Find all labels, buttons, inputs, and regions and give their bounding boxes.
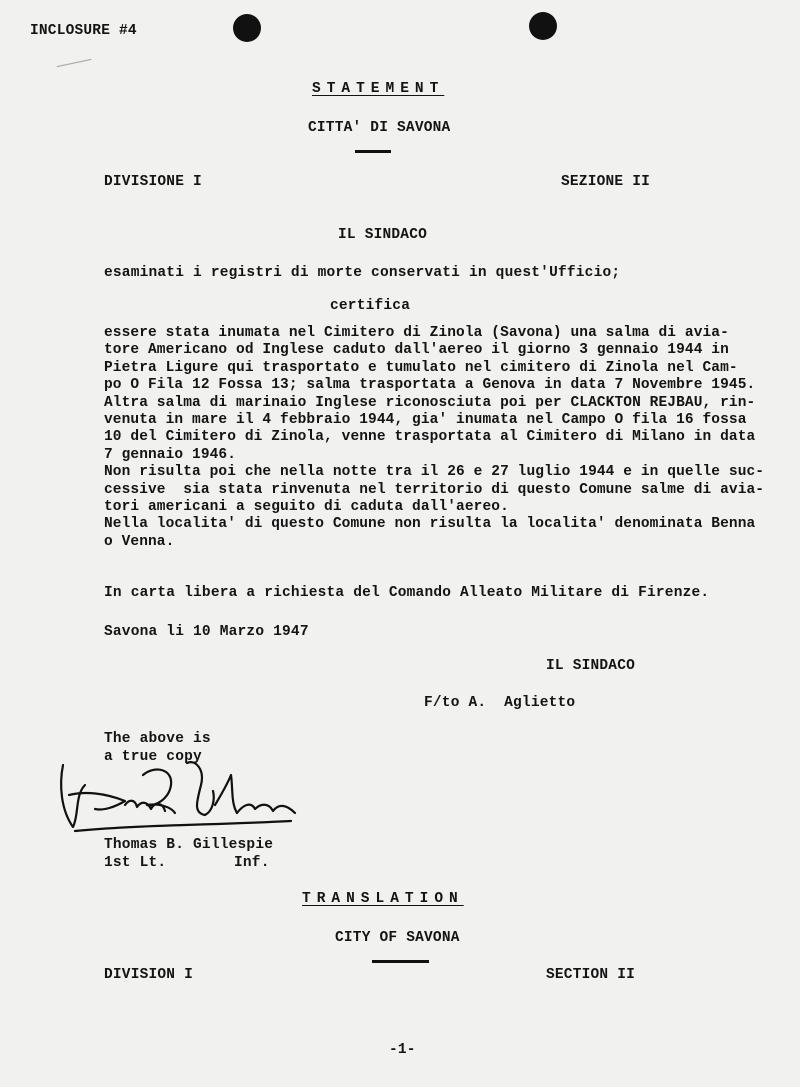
statement-title: STATEMENT	[312, 81, 445, 97]
certifier-name: Thomas B. Gillespie	[104, 837, 274, 853]
body-line: o Venna.	[104, 533, 175, 550]
date-line: Savona li 10 Marzo 1947	[104, 624, 309, 640]
punch-hole-right	[529, 12, 557, 40]
translation-title: TRANSLATION	[302, 891, 464, 907]
body-line: Altra salma di marinaio Inglese riconosciuta poi per CLACKTON REJBAU, rin-	[104, 394, 756, 411]
inclosure-label: INCLOSURE #4	[30, 23, 137, 39]
translation-city: CITY OF SAVONA	[335, 930, 460, 946]
division-label: DIVISIONE I	[104, 174, 202, 190]
signoff-name: F/to A. Aglietto	[424, 695, 576, 711]
punch-hole-left	[233, 14, 261, 42]
section-label: SEZIONE II	[561, 174, 651, 190]
body-line: Non risulta poi che nella notte tra il 26 e 27 luglio 1944 e in quelle suc-	[104, 464, 765, 481]
body-line: 7 gennaio 1946.	[104, 446, 237, 463]
intro-line: esaminati i registri di morte conservati in quest'Ufficio;	[104, 265, 621, 281]
pencil-mark: ⸺	[53, 46, 95, 79]
body-line: tori americani a seguito di caduta dall'aereo.	[104, 499, 509, 516]
body-line: cessive sia stata rinvenuta nel territorio di questo Comune salme di avia-	[104, 481, 765, 498]
city-heading: CITTA' DI SAVONA	[308, 120, 451, 136]
certificate-body	[104, 325, 764, 551]
mayor-heading: IL SINDACO	[338, 227, 428, 243]
certifier-rank: 1st Lt.	[104, 855, 167, 871]
heading-divider	[355, 150, 391, 153]
true-copy-line-1: The above is	[104, 731, 211, 747]
translation-divider	[372, 960, 429, 963]
page-number: -1-	[389, 1042, 416, 1058]
true-copy-line-2: a true copy	[104, 749, 202, 765]
body-line: Nella localita' di questo Comune non risulta la localita' denominata Benna	[104, 516, 756, 533]
translation-section: SECTION II	[546, 967, 636, 983]
handwritten-signature	[55, 755, 315, 845]
body-line: venuta in mare il 4 febbraio 1944, gia' inumata nel Campo O fila 16 fossa	[104, 412, 747, 429]
carta-libera-line: In carta libera a richiesta del Comando Alleato Militare di Firenze.	[104, 585, 710, 601]
translation-division: DIVISION I	[104, 967, 194, 983]
certifier-branch: Inf.	[234, 855, 270, 871]
body-line: Pietra Ligure qui trasportato e tumulato nel cimitero di Zinola nel Cam-	[104, 359, 738, 376]
signoff-title: IL SINDACO	[546, 658, 636, 674]
body-line: tore Americano od Inglese caduto dall'aereo il giorno 3 gennaio 1944 in	[104, 342, 729, 359]
body-line: 10 del Cimitero di Zinola, venne trasportata al Cimitero di Milano in data	[104, 429, 756, 446]
certifica-line: certifica	[330, 298, 411, 314]
body-line: essere stata inumata nel Cimitero di Zinola (Savona) una salma di avia-	[104, 325, 729, 341]
body-line: po O Fila 12 Fossa 13; salma trasportata a Genova in data 7 Novembre 1945.	[104, 377, 756, 394]
